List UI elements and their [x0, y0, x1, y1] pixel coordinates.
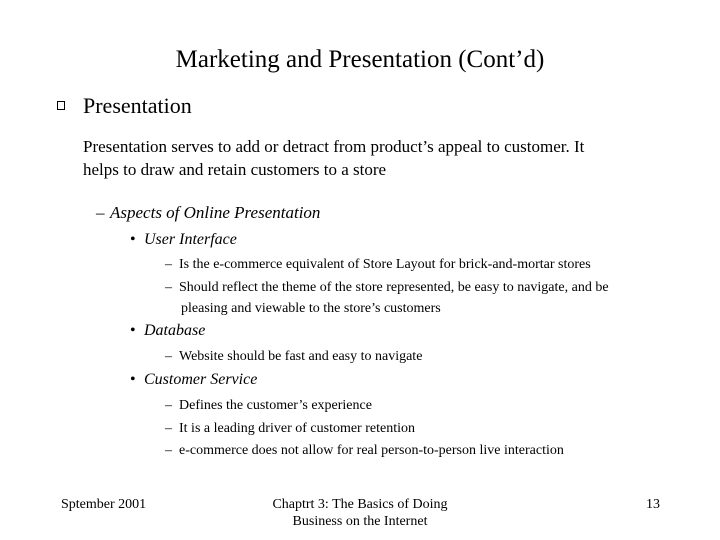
footer-chapter-line-2: Business on the Internet	[292, 514, 428, 529]
dash-bullet-icon: –	[165, 443, 172, 458]
list-item-text: Should reflect the theme of the store represented, be easy to navigate, and be	[179, 280, 609, 295]
list-item	[165, 418, 415, 439]
database-label: Database	[144, 322, 206, 339]
dash-bullet-icon: –	[165, 349, 172, 364]
page-number: 13	[646, 497, 660, 512]
list-item	[165, 440, 564, 461]
footer-chapter-line-1: Chaptrt 3: The Basics of Doing	[272, 497, 448, 512]
aspects-label: Aspects of Online Presentation	[110, 203, 321, 222]
customer-service-label: Customer Service	[144, 371, 258, 388]
user-interface-item	[130, 231, 237, 249]
dash-bullet-icon: –	[165, 398, 172, 413]
list-item	[165, 395, 372, 416]
list-item	[165, 346, 422, 367]
list-item-continuation: pleasing and viewable to the store’s customers	[181, 301, 441, 316]
paragraph-line-2: helps to draw and retain customers to a store	[83, 160, 387, 179]
list-item-text: Defines the customer’s experience	[179, 398, 372, 413]
customer-service-item	[130, 371, 257, 389]
paragraph-line-1: Presentation serves to add or detract from product’s appeal to customer. It	[83, 137, 585, 156]
list-item	[165, 277, 609, 298]
slide-title: Marketing and Presentation (Cont’d)	[175, 46, 545, 73]
dash-bullet-icon: –	[165, 257, 172, 272]
dash-bullet-icon: –	[165, 280, 172, 295]
list-item-text: e-commerce does not allow for real person-to-person live interaction	[179, 443, 564, 458]
database-item	[130, 322, 205, 340]
square-bullet-icon	[57, 101, 65, 110]
section-heading: Presentation	[83, 93, 192, 118]
footer-date: Sptember 2001	[61, 497, 147, 512]
bullet-dot-icon: •	[130, 371, 136, 388]
bullet-dot-icon: •	[130, 322, 136, 339]
user-interface-label: User Interface	[144, 231, 237, 248]
list-item-text: Is the e-commerce equivalent of Store Layout for brick-and-mortar stores	[179, 257, 591, 272]
dash-bullet-icon: –	[96, 203, 105, 222]
aspects-heading	[96, 203, 320, 223]
bullet-dot-icon: •	[130, 231, 136, 248]
dash-bullet-icon: –	[165, 421, 172, 436]
list-item-text: It is a leading driver of customer retention	[179, 421, 415, 436]
list-item-text: Website should be fast and easy to navigate	[179, 349, 423, 364]
list-item	[165, 254, 591, 275]
